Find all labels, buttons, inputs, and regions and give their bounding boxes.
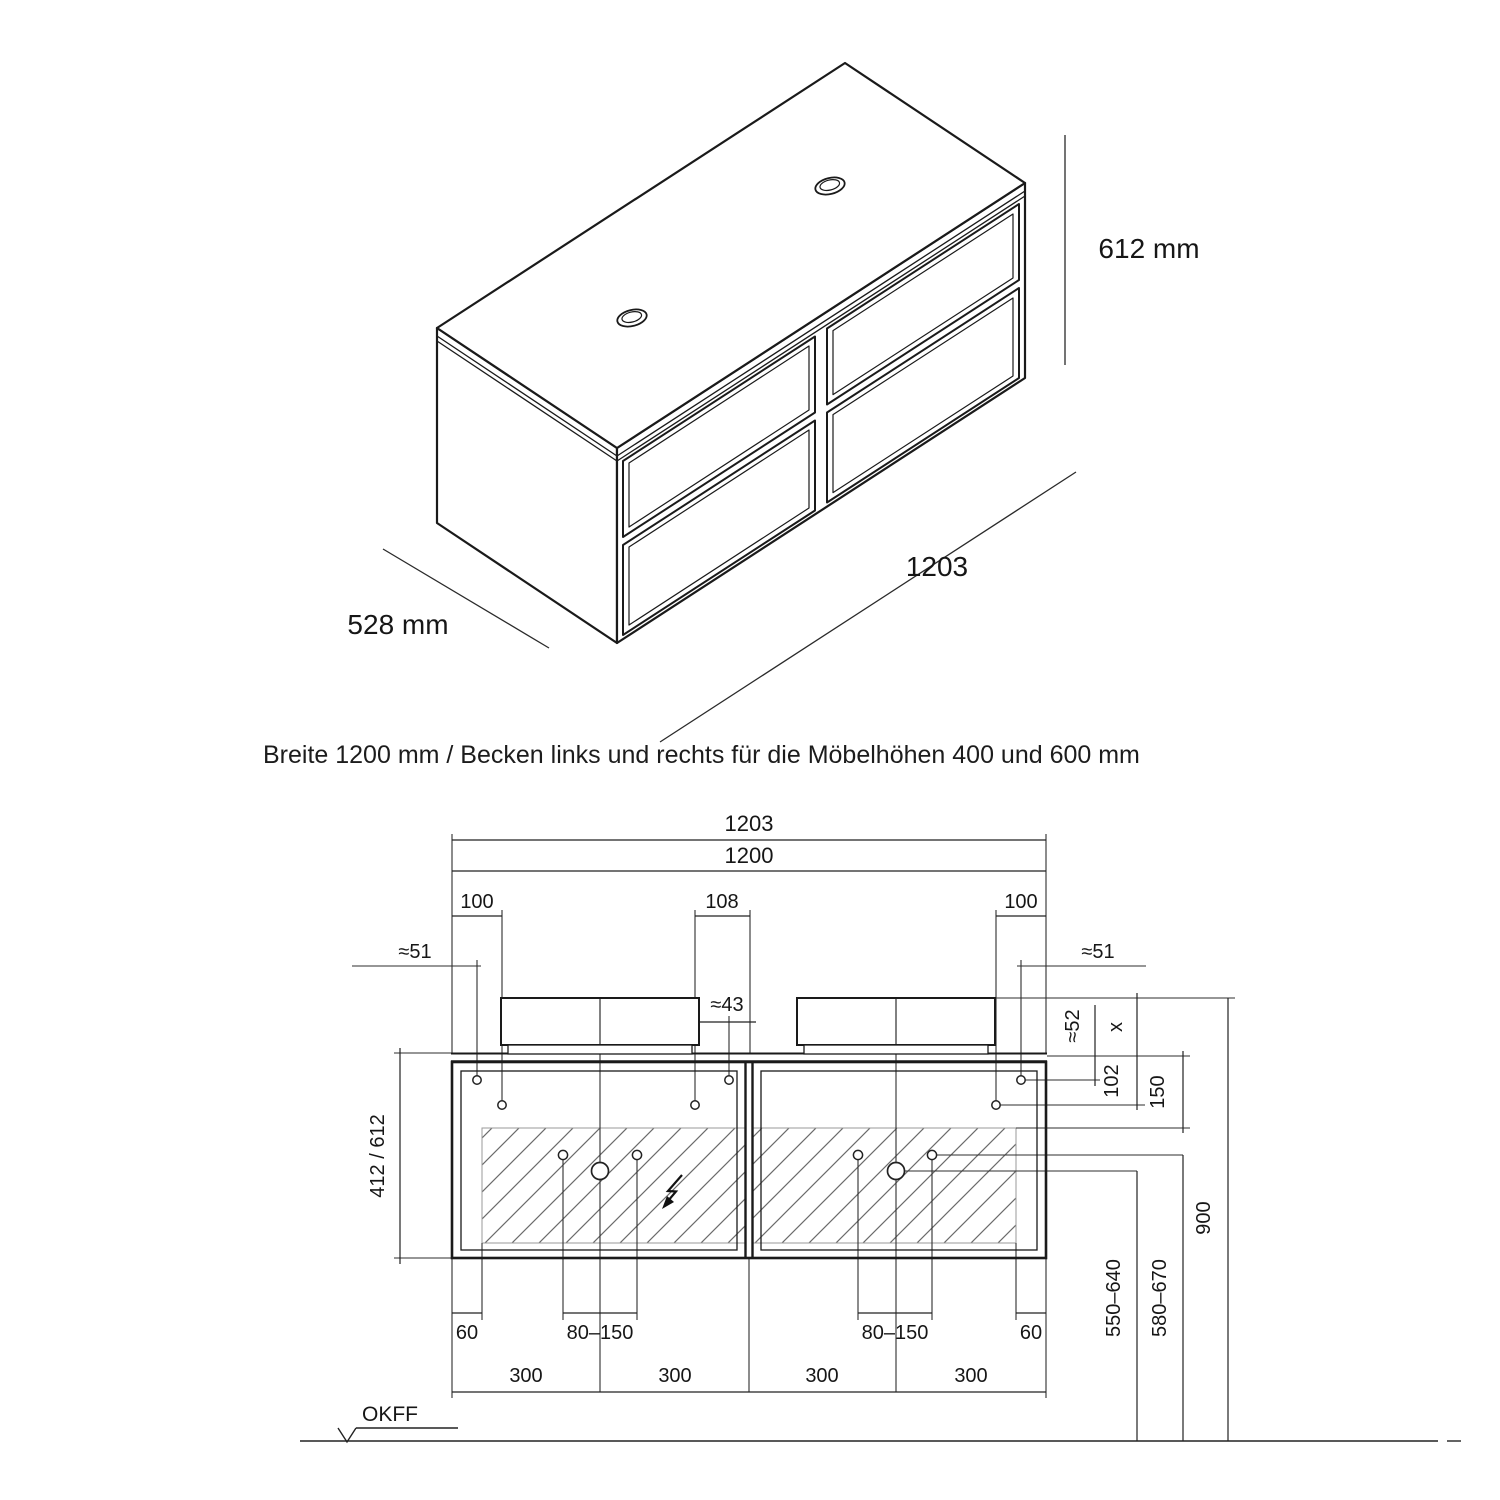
fixing-hole xyxy=(691,1101,699,1109)
drain-point-left xyxy=(592,1163,609,1180)
supply-point xyxy=(558,1150,567,1159)
label-basin-height-x: x xyxy=(1105,1022,1127,1032)
fixing-hole xyxy=(498,1101,506,1109)
floor-datum xyxy=(300,1428,1461,1442)
label-segment-3: 300 xyxy=(805,1365,839,1387)
label-datum-okff: OKFF xyxy=(362,1403,418,1426)
fixing-hole xyxy=(725,1076,733,1084)
drain-point-right xyxy=(888,1163,905,1180)
fixing-hole xyxy=(473,1076,481,1084)
label-left-edge-hole: ≈51 xyxy=(398,941,432,963)
label-cabinet-height: 412 / 612 xyxy=(367,1114,389,1198)
label-segment-4: 300 xyxy=(954,1365,988,1387)
supply-point xyxy=(853,1150,862,1159)
fixing-hole xyxy=(1017,1076,1025,1084)
install-zone-left xyxy=(482,1128,745,1243)
label-basin-lip: ≈52 xyxy=(1062,1009,1084,1043)
label-install-zone-depth: 150 xyxy=(1147,1075,1169,1109)
iso-width-label: 1203 xyxy=(905,551,969,582)
iso-depth-label: 528 mm xyxy=(347,609,449,640)
label-rim-height: 900 xyxy=(1193,1201,1215,1235)
label-segment-1: 300 xyxy=(509,1365,543,1387)
iso-height-label: 612 mm xyxy=(1098,233,1200,264)
washbasin-right xyxy=(797,998,995,1054)
isometric-view xyxy=(347,63,1199,742)
label-supply-height: 580–670 xyxy=(1149,1259,1171,1337)
datum-check-icon xyxy=(338,1428,356,1442)
drawing-caption: Breite 1200 mm / Becken links und rechts für die Möbelhöhen 400 und 600 mm xyxy=(263,741,1140,769)
washbasins xyxy=(501,998,995,1054)
front-elevation-view xyxy=(300,811,1461,1442)
install-zone-right xyxy=(753,1128,1016,1243)
dimension-labels xyxy=(362,811,1215,1426)
label-left-hole-offset: 100 xyxy=(460,891,494,913)
label-left-drain-range: 80–150 xyxy=(566,1322,634,1344)
label-hole-row-depth: 102 xyxy=(1101,1064,1123,1098)
installation-zones xyxy=(482,1128,1016,1243)
supply-point xyxy=(927,1150,936,1159)
label-right-hole-offset: 100 xyxy=(1004,891,1038,913)
label-left-margin: 60 xyxy=(455,1322,479,1344)
label-drain-height: 550–640 xyxy=(1103,1259,1125,1337)
fixing-hole xyxy=(992,1101,1000,1109)
supply-point xyxy=(632,1150,641,1159)
label-right-drain-range: 80–150 xyxy=(861,1322,929,1344)
label-outer-width: 1203 xyxy=(724,811,774,836)
label-center-hole-gap: 108 xyxy=(705,891,739,913)
washbasin-left xyxy=(501,998,699,1054)
label-segment-2: 300 xyxy=(658,1365,692,1387)
label-right-margin: 60 xyxy=(1019,1322,1043,1344)
countertop xyxy=(451,1054,1047,1062)
label-body-width: 1200 xyxy=(724,843,774,868)
label-right-edge-hole: ≈51 xyxy=(1081,941,1115,963)
label-center-hole: ≈43 xyxy=(710,994,744,1016)
